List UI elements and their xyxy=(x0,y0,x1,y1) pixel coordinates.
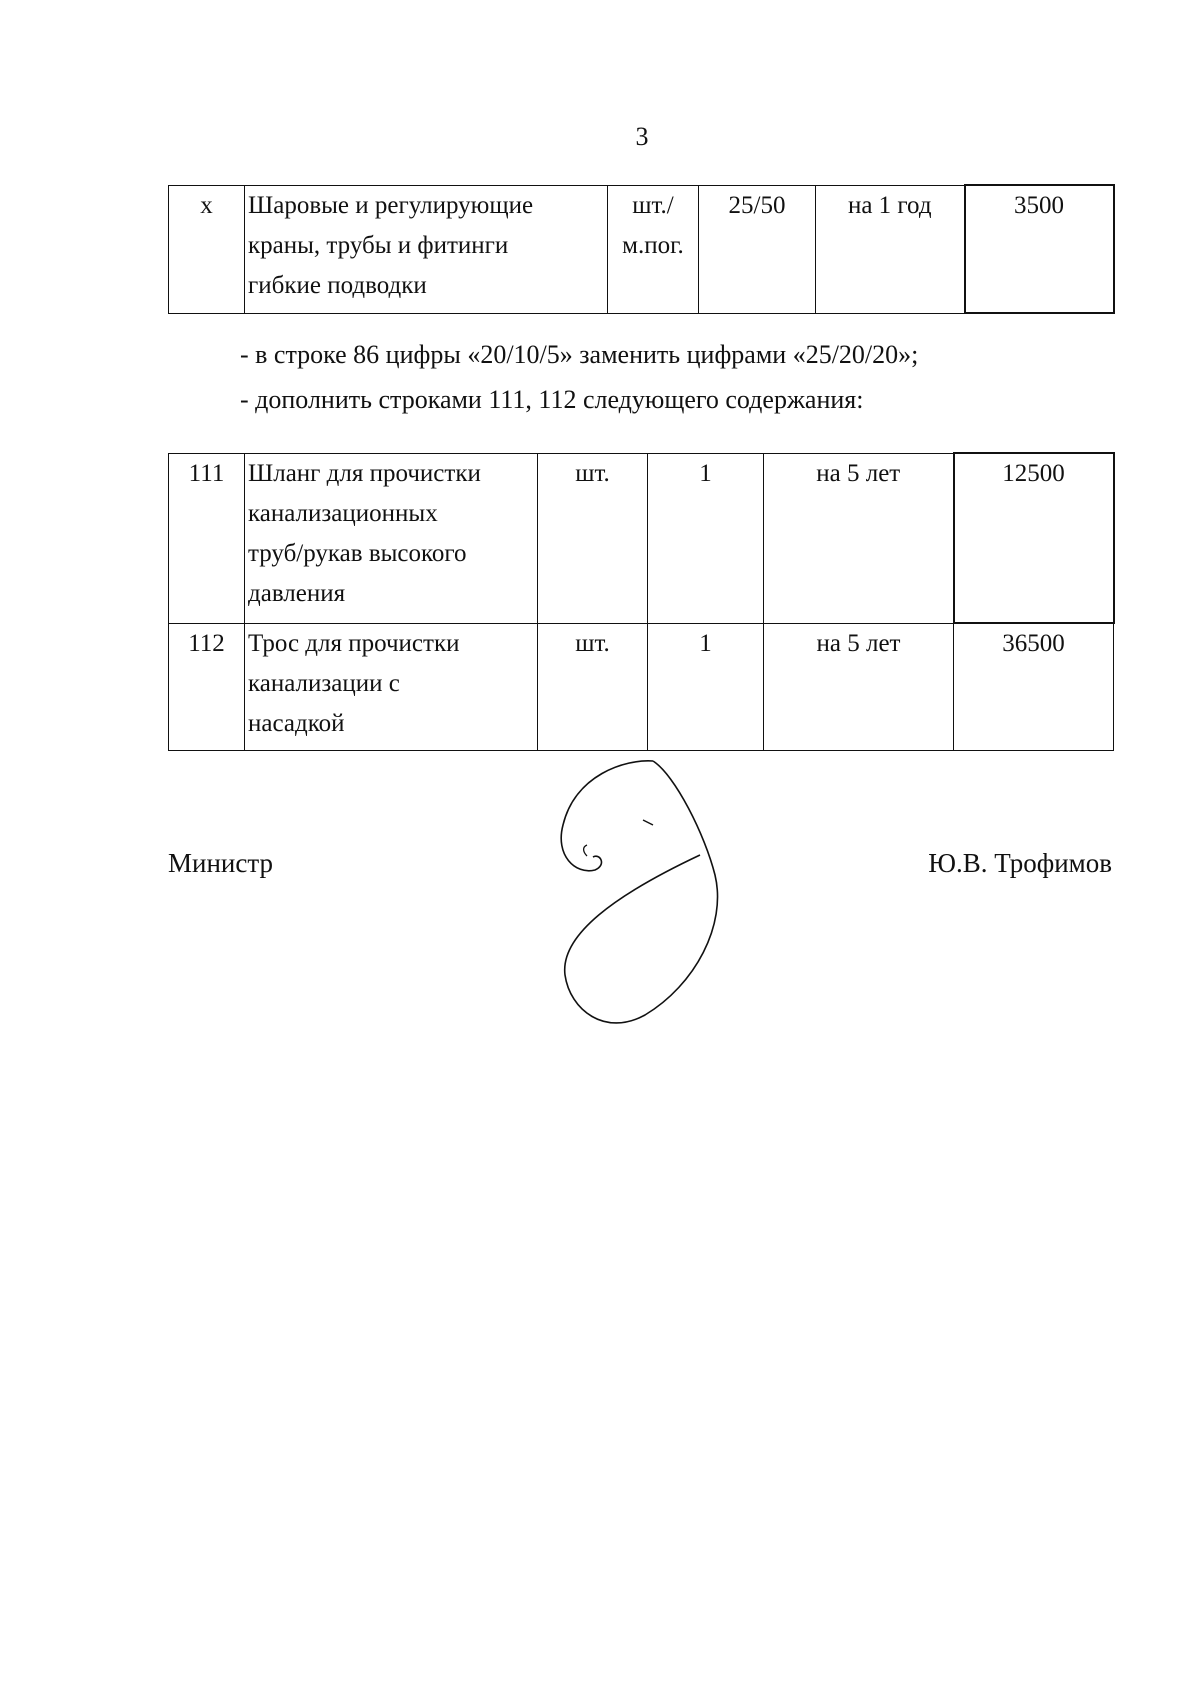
item-name-line: канализационных xyxy=(248,499,438,527)
items-table-1 xyxy=(168,184,1115,314)
item-term: на 5 лет xyxy=(764,623,954,751)
item-name-line: давления xyxy=(248,579,346,607)
item-unit: шт. xyxy=(538,453,648,623)
item-unit-line: шт./ xyxy=(632,191,674,219)
handwritten-signature xyxy=(555,755,735,1025)
signature-stroke xyxy=(584,845,587,856)
item-price: 36500 xyxy=(954,623,1114,751)
items-table-2 xyxy=(168,452,1115,751)
signature-stroke xyxy=(565,761,718,1023)
item-unit-line: м.пог. xyxy=(622,231,684,259)
item-term: на 5 лет xyxy=(764,453,954,623)
item-price: 3500 xyxy=(965,185,1114,313)
page-number: 3 xyxy=(635,122,649,151)
item-quantity: 1 xyxy=(648,453,764,623)
item-price: 12500 xyxy=(954,453,1114,623)
item-name-line: Шаровые и регулирующие xyxy=(248,191,534,219)
item-term: на 1 год xyxy=(816,185,965,313)
item-name-line: насадкой xyxy=(248,709,345,737)
item-name-line: канализации с xyxy=(248,669,400,697)
item-name-line: краны, трубы и фитинги xyxy=(248,231,509,259)
row-number: 112 xyxy=(169,623,245,751)
item-name xyxy=(245,453,538,623)
item-name-line: гибкие подводки xyxy=(248,271,427,299)
item-quantity: 25/50 xyxy=(699,185,816,313)
item-unit: шт. xyxy=(538,623,648,751)
item-name-line: Шланг для прочистки xyxy=(248,459,481,487)
item-quantity: 1 xyxy=(648,623,764,751)
item-name-line: Трос для прочистки xyxy=(248,629,460,657)
item-name xyxy=(245,185,608,313)
amendment-text: - в строке 86 цифры «20/10/5» заменить цифрами «25/20/20»; xyxy=(240,340,919,369)
item-name-line: труб/рукав высокого xyxy=(248,539,467,567)
signatory-name: Ю.В. Трофимов xyxy=(928,848,1112,878)
table-row xyxy=(169,185,1114,313)
amendment-text: - дополнить строками 111, 112 следующего содержания: xyxy=(240,385,864,414)
signatory-title: Министр xyxy=(168,848,273,878)
signature-stroke xyxy=(643,820,653,825)
row-number: 111 xyxy=(169,453,245,623)
table-row xyxy=(169,623,1114,751)
signature-stroke xyxy=(561,761,653,871)
item-unit xyxy=(608,185,699,313)
item-name xyxy=(245,623,538,751)
table-row xyxy=(169,453,1114,623)
row-number: х xyxy=(169,185,245,313)
